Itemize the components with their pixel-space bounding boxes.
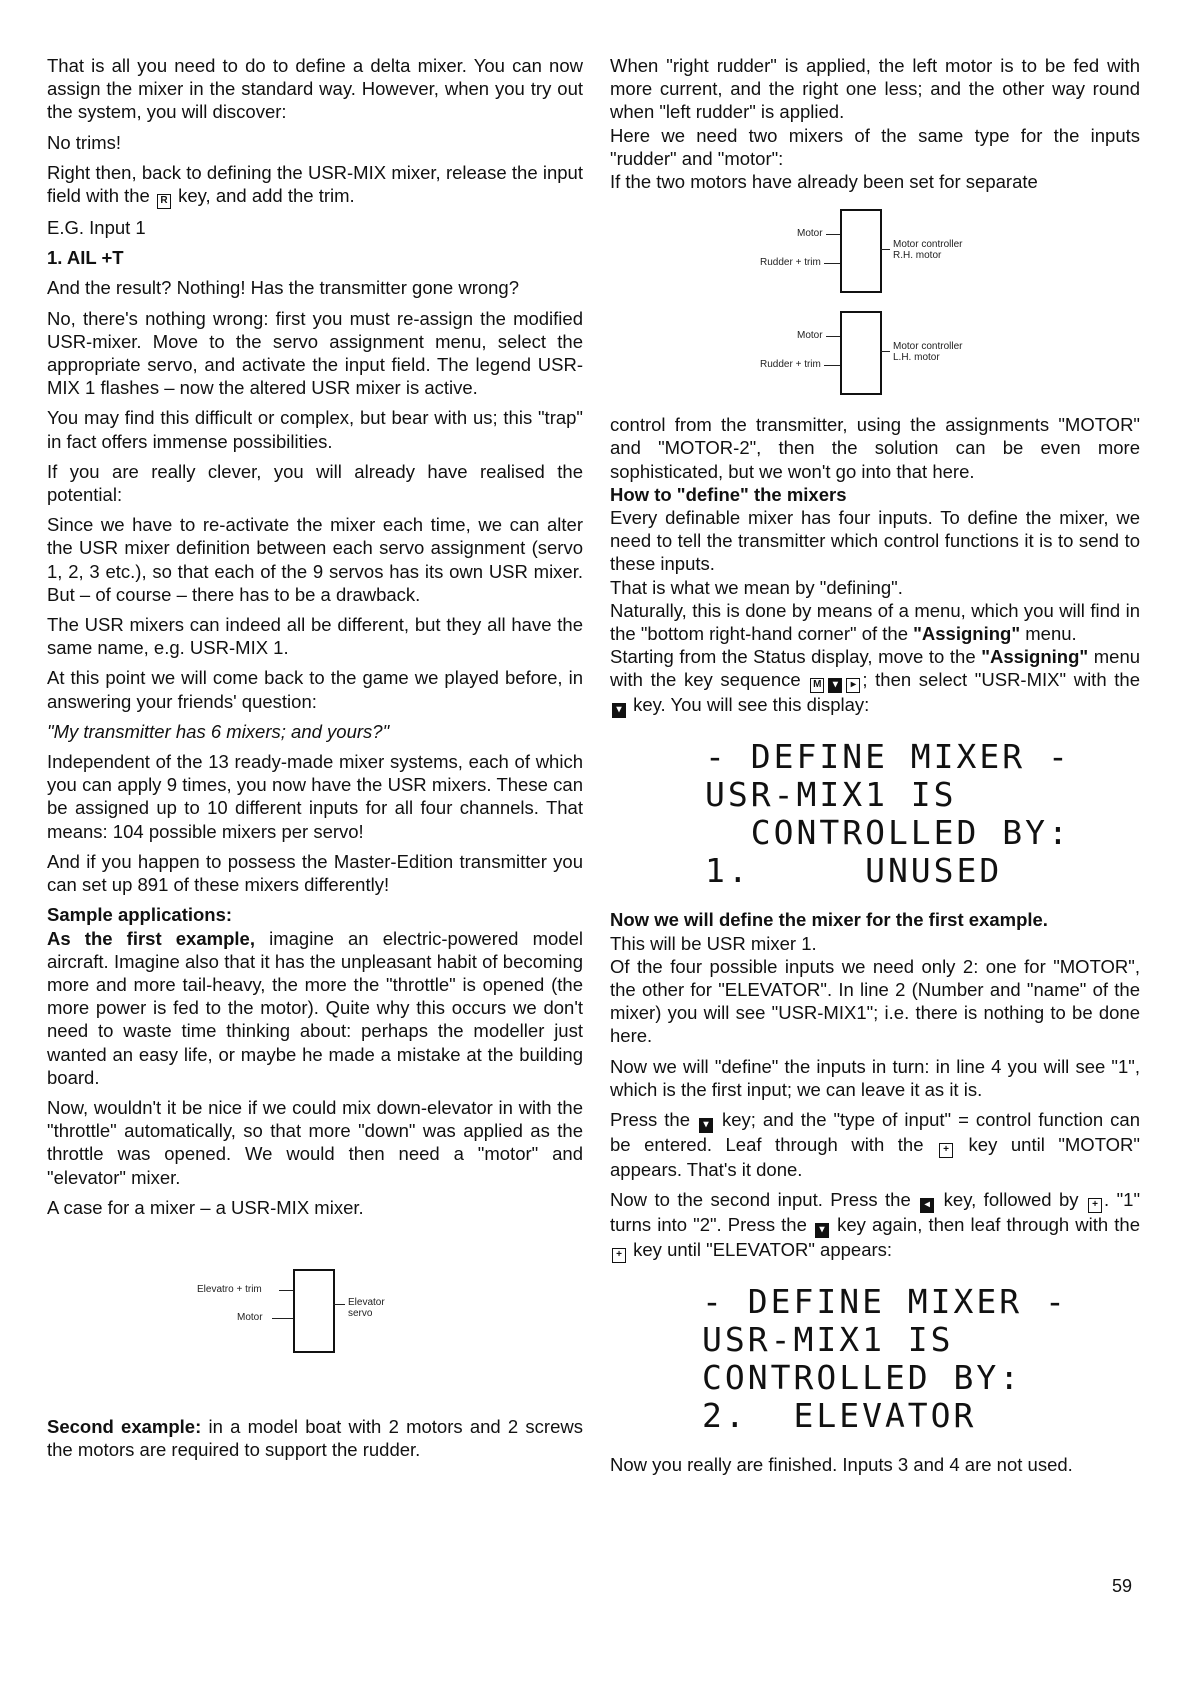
text: key until "MOTOR" appears. That's it done. (610, 1134, 1140, 1181)
diagram-line (279, 1290, 293, 1291)
text: key, followed by (943, 1189, 1079, 1211)
diagram-input-label: Rudder + trim (760, 257, 821, 269)
m-key-icon: M (810, 678, 824, 693)
text: key until "ELEVATOR" appears: (633, 1239, 893, 1261)
lcd-line: - DEFINE MIXER - (705, 737, 1071, 777)
paragraph (47, 903, 583, 926)
diagram-line (824, 263, 840, 264)
r-key-icon: R (157, 194, 171, 209)
diagram-output-label: servo (348, 1307, 373, 1319)
plus-key-icon: + (612, 1248, 626, 1263)
text: Press the (610, 1109, 690, 1131)
bold-lead: Second example: (47, 1415, 202, 1437)
paragraph (610, 599, 1140, 645)
paragraph (610, 1108, 1140, 1181)
paragraph: Of the four possible inputs we need only 2: one for "MOTOR", the other for "ELEVATOR". In line 2 (Number and "name" of the mixer) you will see "USR-MIX1"; i.e. there is nothing to be done here. (610, 955, 1140, 1047)
diagram-line (826, 336, 840, 337)
mixer-box (293, 1269, 335, 1353)
diagram-input-label: Motor (797, 228, 823, 240)
diagram-input-label: Motor (237, 1311, 263, 1323)
diagram-output-label: Motor controller (893, 341, 963, 353)
paragraph: Here we need two mixers of the same type for the inputs "rudder" and "motor": (610, 124, 1140, 169)
paragraph: No, there's nothing wrong: first you must re-assign the modified USR-mixer. Move to the servo assignment menu, select the appropriate servo, and activate the input field. The legend USR-MIX 1 flashes – now the altered USR mixer is active. (47, 307, 583, 399)
paragraph: At this point we will come back to the game we played before, in answering your friends' question: (47, 667, 583, 712)
bold-text: "Assigning" (913, 623, 1021, 645)
paragraph: And the result? Nothing! Has the transmitter gone wrong? (47, 277, 520, 299)
paragraph (47, 927, 583, 1089)
diagram-line (826, 234, 840, 235)
bold-text: "Assigning" (981, 646, 1089, 668)
paragraph: If you are really clever, you will already have realised the potential: (47, 460, 583, 506)
diagram-output-label: R.H. motor (893, 250, 942, 262)
lcd-line: CONTROLLED BY: (702, 1358, 1023, 1398)
paragraph: Since we have to re-activate the mixer each time, we can alter the USR mixer definition between each servo assignment (servo 1, 2, 3 etc.), so that each of the 9 servos has its own USR mixer. But – of course – there has to be a drawback. (47, 514, 583, 605)
down-key-icon: ▾ (612, 703, 626, 718)
text: . "1" turns into "2". Press the (610, 1189, 1141, 1236)
lcd-line: 2. ELEVATOR (702, 1396, 977, 1436)
text: key, and add the trim. (178, 185, 355, 207)
paragraph (610, 483, 1140, 506)
left-column (47, 54, 583, 1468)
paragraph: control from the transmitter, using the assignments "MOTOR" and "MOTOR-2", then the solution can be even more sophisticated, but we won't go into that here. (610, 414, 1140, 482)
paragraph: No trims! (47, 131, 121, 153)
left-key-icon: ◂ (920, 1198, 934, 1213)
bold-text: 1. AIL +T (47, 247, 124, 269)
paragraph: And if you happen to possess the Master-Edition transmitter you can set up 891 of these mixers differently! (47, 850, 583, 896)
paragraph: Now you really are finished. Inputs 3 and 4 are not used. (610, 1454, 1073, 1476)
lcd-display-1 (705, 738, 1140, 890)
paragraph: That is what we mean by "defining". (610, 576, 903, 598)
paragraph (610, 645, 1140, 718)
lcd-line: - DEFINE MIXER - (702, 1282, 1068, 1322)
italic-quote: "My transmitter has 6 mixers; and yours?" (47, 720, 390, 742)
paragraph: Every definable mixer has four inputs. To define the mixer, we need to tell the transmitter which control functions it is to send to these inputs. (610, 507, 1140, 575)
lcd-line: CONTROLLED BY: (705, 813, 1071, 853)
paragraph: That is all you need to do to define a delta mixer. You can now assign the mixer in the standard way. However, when you try out the system, you will discover: (47, 55, 583, 123)
text: ; then select "USR-MIX" with the (862, 669, 1141, 691)
paragraph: If the two motors have already been set for separate (610, 171, 1038, 193)
right-column (610, 54, 1140, 1483)
text: in a model boat with 2 motors and 2 screws the motors are required to support the rudder. (47, 1415, 583, 1461)
lcd-line: USR-MIX1 IS (705, 775, 957, 815)
paragraph: When "right rudder" is applied, the left motor is to be fed with more current, and the right one less; and the other way round when "left rudder" is applied. (610, 55, 1140, 123)
bold-heading: Now we will define the mixer for the first example. (610, 909, 1048, 931)
mixer-diagram-rh (610, 203, 1140, 293)
diagram-output-label: Elevator (348, 1296, 385, 1308)
diagram-line (824, 365, 840, 366)
paragraph: E.G. Input 1 (47, 217, 146, 239)
diagram-output-label: L.H. motor (893, 352, 940, 364)
paragraph (47, 720, 583, 743)
paragraph (610, 908, 1140, 931)
down-key-icon: ▾ (699, 1118, 713, 1133)
paragraph: This will be USR mixer 1. (610, 932, 817, 954)
mixer-box (840, 209, 882, 293)
text: key. You will see this display: (633, 694, 870, 716)
lcd-display-2 (702, 1283, 1140, 1435)
bold-lead: As the first example, (47, 927, 255, 949)
diagram-line (880, 351, 890, 352)
plus-key-icon: + (939, 1143, 953, 1158)
text: menu with the key sequence (610, 646, 1141, 691)
paragraph: A case for a mixer – a USR-MIX mixer. (47, 1196, 364, 1218)
diagram-input-label: Elevatro + trim (197, 1283, 262, 1295)
paragraph (47, 246, 583, 269)
page-number: 59 (1112, 1576, 1133, 1596)
paragraph (47, 1415, 583, 1461)
section-heading: Sample applications: (47, 904, 233, 926)
plus-key-icon: + (1088, 1198, 1102, 1213)
text: menu. (1025, 623, 1077, 645)
text: Naturally, this is done by means of a menu, which you will find in the "bottom right-hand corner" of the (610, 599, 1140, 645)
diagram-input-label: Rudder + trim (760, 359, 821, 371)
paragraph: You may find this difficult or complex, but bear with us; this "trap" in fact offers immense possibilities. (47, 407, 583, 452)
text: key; and the "type of input" = control function can be entered. Leaf through with the (610, 1109, 1141, 1156)
mixer-diagram (47, 1249, 583, 1359)
diagram-line (272, 1318, 293, 1319)
diagram-line (880, 249, 890, 250)
paragraph (610, 1188, 1140, 1263)
text: Right then, back to defining the USR-MIX mixer, release the input field with the (47, 161, 583, 207)
paragraph: The USR mixers can indeed all be different, but they all have the same name, e.g. USR-MIX 1. (47, 614, 583, 659)
mixer-box (840, 311, 882, 395)
paragraph (47, 161, 583, 209)
section-heading: How to "define" the mixers (610, 483, 847, 505)
right-key-icon: ▸ (846, 678, 860, 693)
text: imagine an electric-powered model aircraft. Imagine also that it has the unpleasant habit of becoming more and more tail-heavy, the more the "throttle" is opened (the more power is fed to the motor). Quite why this occurs we don't need to waste time thinking about: perhaps the modeller just wanted an easy life, or maybe he made a mistake at the building board. (47, 927, 583, 1088)
text: Now to the second input. Press the (610, 1189, 911, 1211)
text: Starting from the Status display, move to the (610, 646, 976, 668)
mixer-diagram-lh (610, 303, 1140, 403)
diagram-line (333, 1304, 345, 1305)
down-key-icon: ▾ (815, 1223, 829, 1238)
text: key again, then leaf through with the (837, 1214, 1141, 1236)
lcd-line: 1. UNUSED (705, 851, 1003, 891)
paragraph: Now we will "define" the inputs in turn: in line 4 you will see "1", which is the first input; we can leave it as it is. (610, 1055, 1140, 1100)
paragraph: Now, wouldn't it be nice if we could mix down-elevator in with the "throttle" automatically, so that more "down" was applied as the throttle was opened. We would then need a "motor" and "elevator" mixer. (47, 1096, 583, 1188)
paragraph: Independent of the 13 ready-made mixer systems, each of which you can apply 9 times, you now have the USR mixers. These can be assigned up to 10 different inputs for all four channels. That means: 104 possible mixers per servo! (47, 751, 583, 842)
down-key-icon: ▾ (828, 678, 842, 693)
lcd-line: USR-MIX1 IS (702, 1320, 954, 1360)
diagram-input-label: Motor (797, 330, 823, 342)
diagram-output-label: Motor controller (893, 239, 963, 251)
